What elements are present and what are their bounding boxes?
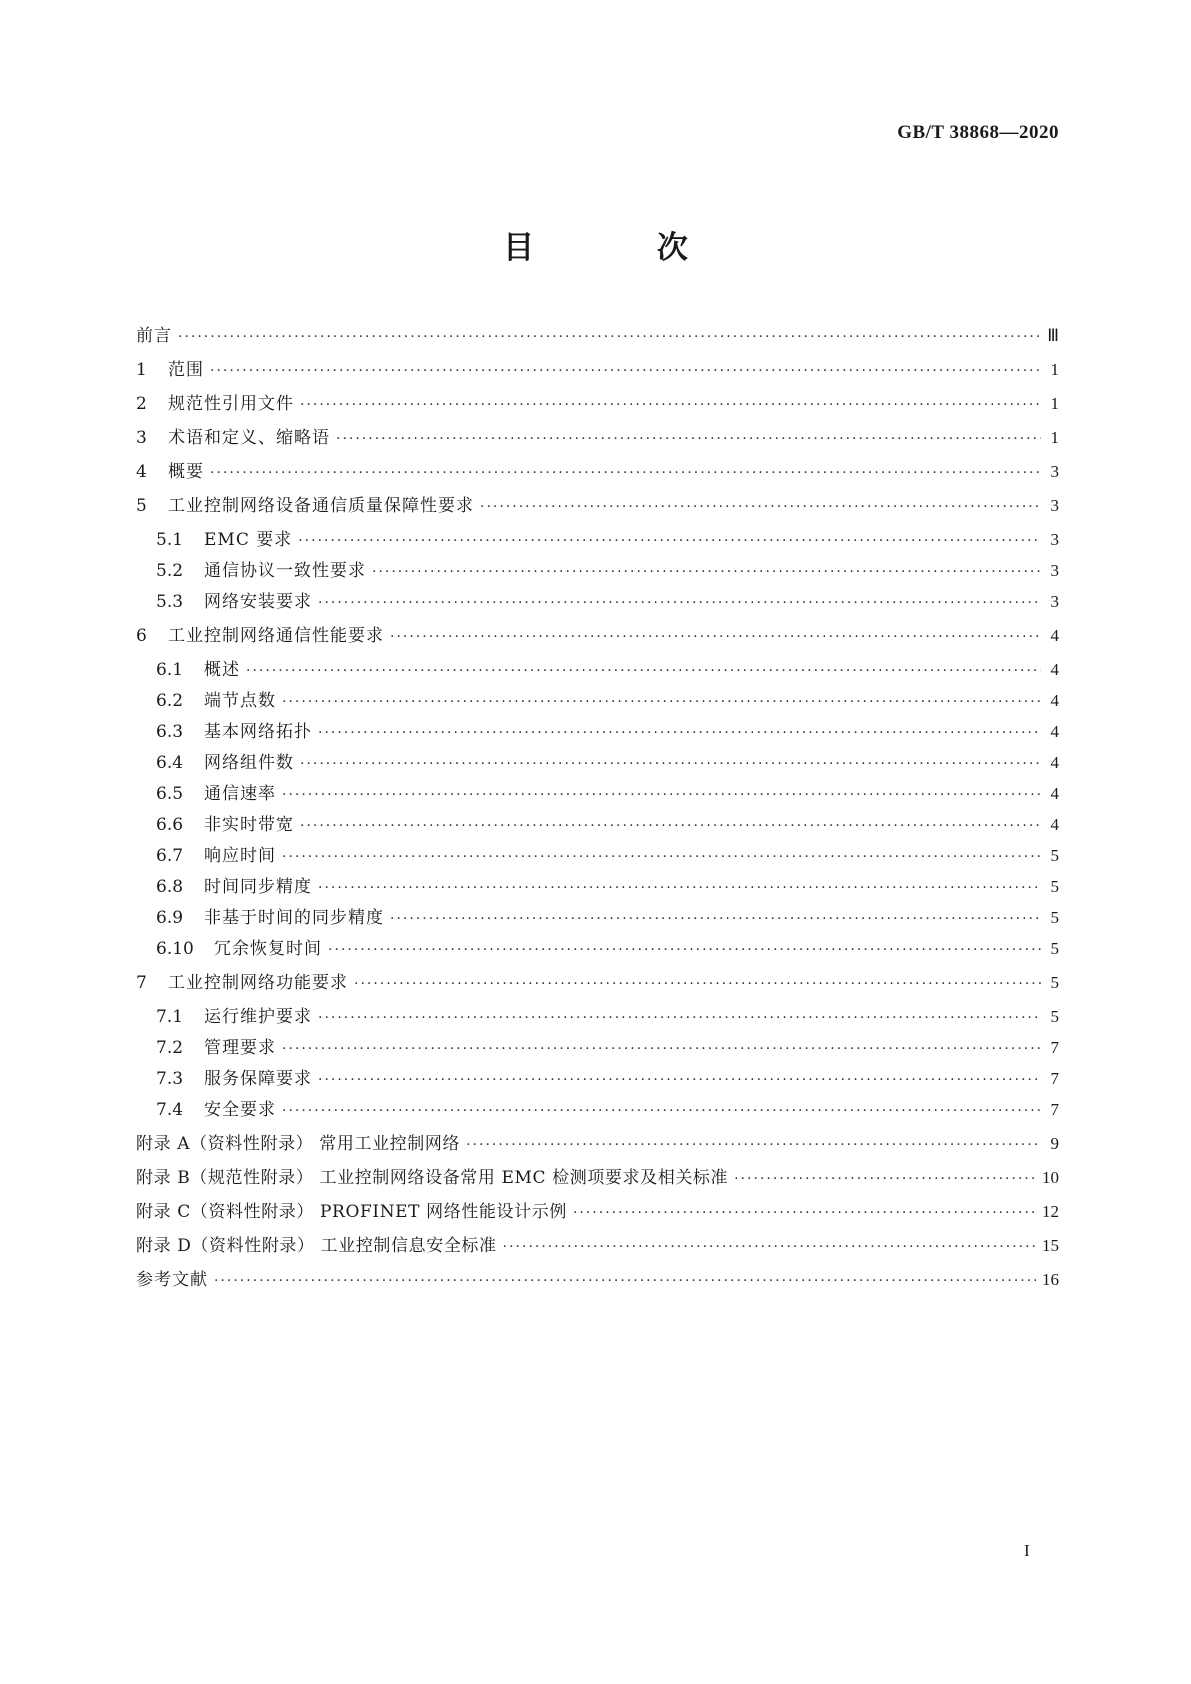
dot-leader bbox=[318, 1070, 1041, 1090]
toc-entry-page: 5 bbox=[1050, 973, 1059, 992]
toc-entry-appendix-c[interactable] bbox=[136, 1202, 1059, 1236]
toc-entry-number: 6.5 bbox=[156, 784, 184, 804]
toc-entry-6-8[interactable] bbox=[136, 877, 1059, 908]
toc-entry-number: 6.6 bbox=[156, 815, 184, 835]
toc-entry-page: 3 bbox=[1050, 592, 1059, 611]
toc-entry-page: 5 bbox=[1050, 846, 1059, 865]
toc-entry-7[interactable] bbox=[136, 973, 1059, 1007]
toc-entry-4[interactable] bbox=[136, 462, 1059, 496]
toc-entry-6-3[interactable] bbox=[136, 722, 1059, 753]
page-title: 目 次 bbox=[503, 230, 744, 266]
toc-entry-page: 4 bbox=[1050, 660, 1059, 679]
toc-entry-page: 4 bbox=[1050, 722, 1059, 741]
toc-entry-label: 规范性引用文件 bbox=[168, 394, 294, 414]
dot-leader bbox=[300, 754, 1041, 774]
toc-entry-number: 6.10 bbox=[156, 939, 194, 959]
dot-leader bbox=[354, 974, 1041, 994]
dot-leader bbox=[318, 878, 1041, 898]
toc-entry-number: 7.1 bbox=[156, 1007, 184, 1027]
toc-entry-number: 7.2 bbox=[156, 1038, 184, 1058]
toc-entry-label: 附录 C（资料性附录） PROFINET 网络性能设计示例 bbox=[136, 1202, 567, 1222]
dot-leader bbox=[336, 429, 1041, 449]
toc-entry-label: 端节点数 bbox=[204, 691, 276, 711]
toc-entry-label: 运行维护要求 bbox=[204, 1007, 312, 1027]
toc-entry-number: 5.3 bbox=[156, 592, 184, 612]
toc-entry-page: 1 bbox=[1050, 428, 1059, 447]
toc-entry-page: 4 bbox=[1050, 784, 1059, 803]
toc-entry-page: 1 bbox=[1050, 360, 1059, 379]
toc-entry-label: 参考文献 bbox=[136, 1270, 208, 1290]
toc-entry-label: 非基于时间的同步精度 bbox=[204, 908, 384, 928]
toc-entry-6[interactable] bbox=[136, 626, 1059, 660]
toc-entry-page: 4 bbox=[1050, 626, 1059, 645]
toc-entry-label: 附录 A（资料性附录） 常用工业控制网络 bbox=[136, 1134, 461, 1154]
toc-entry-label: 术语和定义、缩略语 bbox=[168, 428, 330, 448]
toc-entry-6-7[interactable] bbox=[136, 846, 1059, 877]
toc-entry-label: 通信协议一致性要求 bbox=[204, 561, 366, 581]
toc-entry-5[interactable] bbox=[136, 496, 1059, 530]
toc-entry-page: 7 bbox=[1050, 1069, 1059, 1088]
toc-entry-label: 范围 bbox=[168, 360, 204, 380]
toc-entry-page: 15 bbox=[1042, 1236, 1059, 1255]
toc-entry-label: 概述 bbox=[204, 660, 240, 680]
toc-entry-page: 3 bbox=[1050, 462, 1059, 481]
toc-entry-number: 6.2 bbox=[156, 691, 184, 711]
toc-entry-6-6[interactable] bbox=[136, 815, 1059, 846]
toc-entry-page: 3 bbox=[1050, 496, 1059, 515]
dot-leader bbox=[300, 395, 1041, 415]
toc-entry-label: 工业控制网络通信性能要求 bbox=[168, 626, 384, 646]
dot-leader bbox=[734, 1169, 1036, 1189]
toc-entry-page: 9 bbox=[1050, 1134, 1059, 1153]
toc-entry-number: 5 bbox=[136, 496, 147, 516]
dot-leader bbox=[466, 1135, 1041, 1155]
dot-leader bbox=[282, 847, 1041, 867]
dot-leader bbox=[318, 593, 1041, 613]
dot-leader bbox=[318, 1008, 1041, 1028]
toc-entry-6-5[interactable] bbox=[136, 784, 1059, 815]
toc-entry-page: 5 bbox=[1050, 908, 1059, 927]
dot-leader bbox=[503, 1237, 1036, 1257]
toc-entry-number: 4 bbox=[136, 462, 147, 482]
dot-leader bbox=[480, 497, 1041, 517]
toc-entry-number: 6.3 bbox=[156, 722, 184, 742]
toc-entry-6-1[interactable] bbox=[136, 660, 1059, 691]
toc-entry-page: 5 bbox=[1050, 939, 1059, 958]
toc-entry-foreword[interactable] bbox=[136, 326, 1059, 360]
toc-entry-label: 网络组件数 bbox=[204, 753, 294, 773]
toc-entry-7-2[interactable] bbox=[136, 1038, 1059, 1069]
toc-entry-appendix-b[interactable] bbox=[136, 1168, 1059, 1202]
dot-leader bbox=[282, 1101, 1041, 1121]
standard-code: GB/T 38868—2020 bbox=[897, 122, 1059, 143]
toc-entry-5-3[interactable] bbox=[136, 592, 1059, 626]
toc-entry-7-3[interactable] bbox=[136, 1069, 1059, 1100]
toc-entry-label: 通信速率 bbox=[204, 784, 276, 804]
toc-entry-6-10[interactable] bbox=[136, 939, 1059, 973]
dot-leader bbox=[328, 940, 1041, 960]
toc-entry-page: 7 bbox=[1050, 1038, 1059, 1057]
table-of-contents bbox=[136, 326, 1059, 1304]
toc-entry-label: 冗余恢复时间 bbox=[214, 939, 322, 959]
dot-leader bbox=[214, 1271, 1036, 1291]
toc-entry-label: 安全要求 bbox=[204, 1100, 276, 1120]
toc-entry-2[interactable] bbox=[136, 394, 1059, 428]
toc-entry-number: 2 bbox=[136, 394, 147, 414]
dot-leader bbox=[210, 361, 1041, 381]
toc-entry-label: 附录 D（资料性附录） 工业控制信息安全标准 bbox=[136, 1236, 497, 1256]
toc-entry-number: 6.8 bbox=[156, 877, 184, 897]
toc-entry-page: 4 bbox=[1050, 815, 1059, 834]
dot-leader bbox=[300, 816, 1041, 836]
dot-leader bbox=[282, 785, 1041, 805]
toc-entry-label: 网络安装要求 bbox=[204, 592, 312, 612]
toc-entry-number: 7 bbox=[136, 973, 147, 993]
toc-entry-3[interactable] bbox=[136, 428, 1059, 462]
toc-entry-appendix-d[interactable] bbox=[136, 1236, 1059, 1270]
dot-leader bbox=[178, 327, 1041, 347]
dot-leader bbox=[298, 531, 1041, 551]
dot-leader bbox=[390, 627, 1041, 647]
toc-entry-page: Ⅲ bbox=[1047, 326, 1059, 345]
toc-entry-page: 3 bbox=[1050, 561, 1059, 580]
toc-entry-label: 服务保障要求 bbox=[204, 1069, 312, 1089]
toc-entry-6-9[interactable] bbox=[136, 908, 1059, 939]
toc-entry-page: 4 bbox=[1050, 691, 1059, 710]
toc-entry-label: 工业控制网络功能要求 bbox=[168, 973, 348, 993]
toc-entry-number: 5.1 bbox=[156, 530, 184, 550]
toc-entry-page: 4 bbox=[1050, 753, 1059, 772]
toc-entry-7-1[interactable] bbox=[136, 1007, 1059, 1038]
toc-entry-page: 5 bbox=[1050, 877, 1059, 896]
toc-entry-number: 3 bbox=[136, 428, 147, 448]
toc-entry-label: 时间同步精度 bbox=[204, 877, 312, 897]
toc-entry-number: 7.4 bbox=[156, 1100, 184, 1120]
toc-entry-page: 1 bbox=[1050, 394, 1059, 413]
toc-entry-page: 12 bbox=[1042, 1202, 1059, 1221]
toc-entry-number: 6.4 bbox=[156, 753, 184, 773]
toc-entry-6-2[interactable] bbox=[136, 691, 1059, 722]
toc-entry-page: 7 bbox=[1050, 1100, 1059, 1119]
toc-entry-5-2[interactable] bbox=[136, 561, 1059, 592]
toc-entry-number: 6.1 bbox=[156, 660, 184, 680]
toc-entry-number: 5.2 bbox=[156, 561, 184, 581]
toc-entry-label: 前言 bbox=[136, 326, 172, 346]
dot-leader bbox=[210, 463, 1041, 483]
dot-leader bbox=[282, 1039, 1041, 1059]
toc-entry-number: 7.3 bbox=[156, 1069, 184, 1089]
toc-entry-6-4[interactable] bbox=[136, 753, 1059, 784]
toc-entry-appendix-a[interactable] bbox=[136, 1134, 1059, 1168]
page-number: I bbox=[1024, 1541, 1030, 1560]
toc-entry-label: 非实时带宽 bbox=[204, 815, 294, 835]
dot-leader bbox=[573, 1203, 1036, 1223]
toc-entry-bibliography[interactable] bbox=[136, 1270, 1059, 1304]
toc-entry-page: 5 bbox=[1050, 1007, 1059, 1026]
toc-entry-label: 基本网络拓扑 bbox=[204, 722, 312, 742]
toc-entry-number: 6.7 bbox=[156, 846, 184, 866]
dot-leader bbox=[318, 723, 1041, 743]
toc-entry-label: 管理要求 bbox=[204, 1038, 276, 1058]
toc-entry-label: 响应时间 bbox=[204, 846, 276, 866]
dot-leader bbox=[372, 562, 1041, 582]
toc-entry-label: 工业控制网络设备通信质量保障性要求 bbox=[168, 496, 474, 516]
toc-entry-number: 6.9 bbox=[156, 908, 184, 928]
toc-entry-label: EMC 要求 bbox=[204, 530, 293, 550]
toc-entry-number: 1 bbox=[136, 360, 147, 380]
toc-entry-page: 3 bbox=[1050, 530, 1059, 549]
toc-entry-label: 概要 bbox=[168, 462, 204, 482]
toc-entry-number: 6 bbox=[136, 626, 147, 646]
toc-entry-1[interactable] bbox=[136, 360, 1059, 394]
toc-entry-page: 16 bbox=[1042, 1270, 1059, 1289]
dot-leader bbox=[390, 909, 1041, 929]
dot-leader bbox=[246, 661, 1041, 681]
toc-entry-label: 附录 B（规范性附录） 工业控制网络设备常用 EMC 检测项要求及相关标准 bbox=[136, 1168, 729, 1188]
toc-entry-5-1[interactable] bbox=[136, 530, 1059, 561]
dot-leader bbox=[282, 692, 1041, 712]
toc-entry-page: 10 bbox=[1042, 1168, 1059, 1187]
toc-entry-7-4[interactable] bbox=[136, 1100, 1059, 1134]
